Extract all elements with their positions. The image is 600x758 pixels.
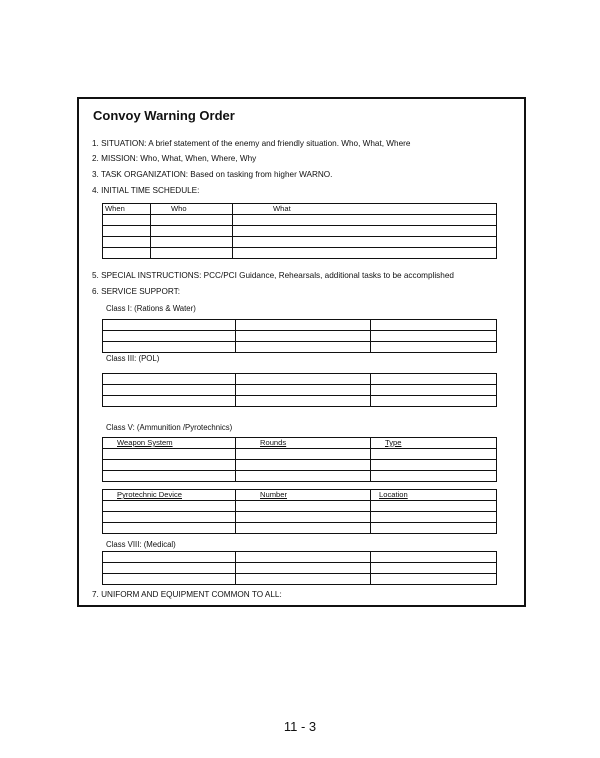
item-special-instructions: 5. SPECIAL INSTRUCTIONS: PCC/PCI Guidance, Rehearsals, additional tasks to be accomplished	[92, 271, 454, 280]
table-row[interactable]	[103, 320, 497, 331]
header-what: What	[233, 204, 497, 215]
item-situation: 1. SITUATION: A brief statement of the enemy and friendly situation. Who, What, Where	[92, 139, 411, 148]
header-rounds: Rounds	[236, 438, 371, 449]
class-8-label: Class VIII: (Medical)	[106, 540, 176, 549]
form-title: Convoy Warning Order	[93, 108, 235, 123]
table-row[interactable]	[103, 374, 497, 385]
table-row[interactable]	[103, 501, 497, 512]
warning-order-form	[77, 97, 526, 607]
table-row[interactable]	[103, 385, 497, 396]
table-row[interactable]	[103, 574, 497, 585]
table-row[interactable]	[103, 237, 497, 248]
ammunition-table	[102, 437, 497, 482]
header-weapon-system: Weapon System	[103, 438, 236, 449]
table-row[interactable]	[103, 552, 497, 563]
table-row[interactable]	[103, 523, 497, 534]
class-1-label: Class I: (Rations & Water)	[106, 304, 196, 313]
class-8-table	[102, 551, 497, 585]
item-mission: 2. MISSION: Who, What, When, Where, Why	[92, 154, 257, 163]
table-row[interactable]	[103, 471, 497, 482]
header-number: Number	[236, 490, 371, 501]
table-row[interactable]	[103, 331, 497, 342]
table-row[interactable]	[103, 449, 497, 460]
table-row[interactable]	[103, 396, 497, 407]
class-3-label: Class III: (POL)	[106, 354, 160, 363]
table-row[interactable]	[103, 460, 497, 471]
table-row	[103, 438, 497, 449]
header-who: Who	[151, 204, 233, 215]
item-service-support: 6. SERVICE SUPPORT:	[92, 287, 180, 296]
header-type: Type	[371, 438, 497, 449]
table-row[interactable]	[103, 512, 497, 523]
header-location: Location	[371, 490, 497, 501]
table-row[interactable]	[103, 563, 497, 574]
item-uniform-equipment: 7. UNIFORM AND EQUIPMENT COMMON TO ALL:	[92, 590, 282, 599]
item-task-organization: 3. TASK ORGANIZATION: Based on tasking from higher WARNO.	[92, 170, 333, 179]
header-when: When	[103, 204, 151, 215]
table-row	[103, 204, 497, 215]
header-pyrotechnic-device: Pyrotechnic Device	[103, 490, 236, 501]
class-3-table	[102, 373, 497, 407]
table-row[interactable]	[103, 226, 497, 237]
page-number: 11 - 3	[283, 719, 317, 734]
pyrotechnics-table	[102, 489, 497, 534]
table-row[interactable]	[103, 248, 497, 259]
time-schedule-table	[102, 203, 497, 259]
table-row[interactable]	[103, 215, 497, 226]
table-row[interactable]	[103, 342, 497, 353]
class-5-label: Class V: (Ammunition /Pyrotechnics)	[106, 423, 233, 432]
table-row	[103, 490, 497, 501]
class-1-table	[102, 319, 497, 353]
item-initial-time-schedule: 4. INITIAL TIME SCHEDULE:	[92, 186, 200, 195]
